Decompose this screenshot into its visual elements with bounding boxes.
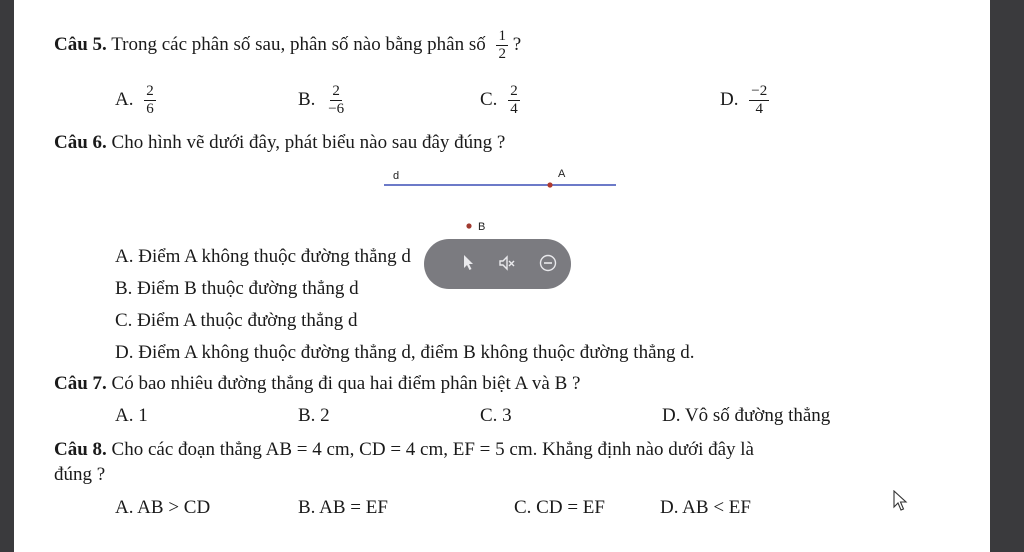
mute-icon[interactable]: [495, 251, 519, 275]
q8-option-c: C. CD = EF: [514, 497, 605, 518]
point-a-label: A: [558, 168, 566, 180]
q6-option-c: C. Điểm A thuộc đường thẳng d: [115, 310, 358, 331]
question-8-text-cont: đúng ?: [54, 464, 106, 485]
line-d-label: d: [393, 170, 400, 182]
q7-option-c: C. 3: [480, 405, 512, 426]
question-7: [54, 373, 580, 395]
question-5-text: Trong các phân số sau, phân số nào bằng phân số: [111, 33, 486, 55]
q5-option-d: D. $\frac{-2}{4}$: [720, 83, 768, 117]
geometry-figure: [380, 160, 630, 240]
question-7-title: Câu 7.: [54, 373, 107, 394]
q7-option-d: D. Vô số đường thẳng: [662, 405, 831, 426]
question-6-title: Câu 6.: [54, 132, 107, 153]
q8-option-b: B. AB = EF: [298, 497, 388, 518]
q5-option-a: A. $\frac{2}{6}$: [115, 83, 154, 117]
q6-option-d: D. Điểm A không thuộc đường thẳng d, điểm B không thuộc đường thẳng d.: [115, 342, 695, 363]
minimize-icon[interactable]: [536, 251, 560, 275]
mouse-cursor-icon: [892, 490, 908, 512]
pointer-icon[interactable]: [456, 251, 480, 275]
question-8-title: Câu 8.: [54, 439, 107, 460]
right-screen-edge: [990, 0, 1024, 552]
q6-option-a: A. Điểm A không thuộc đường thẳng d: [115, 246, 411, 267]
left-screen-edge: [0, 0, 14, 552]
question-6-text: Cho hình vẽ dưới đây, phát biểu nào sau đây đúng ?: [111, 132, 506, 153]
question-5-fraction: $\frac{1}{2}$: [498, 28, 506, 62]
question-8: [54, 439, 754, 461]
question-7-text: Có bao nhiêu đường thẳng đi qua hai điểm phân biệt A và B ?: [111, 373, 581, 394]
q8-option-d: D. AB < EF: [660, 497, 751, 518]
q8-option-a: A. AB > CD: [115, 497, 211, 518]
q7-option-a: A. 1: [115, 405, 148, 426]
q7-option-b: B. 2: [298, 405, 330, 426]
q5-option-c: C. $\frac{2}{4}$: [480, 83, 518, 117]
q5-option-b: B. $\frac{2}{-6}$: [298, 83, 345, 117]
question-5-title: Câu 5.: [54, 33, 107, 55]
point-a: [547, 182, 552, 187]
question-8-text: Cho các đoạn thẳng AB = 4 cm, CD = 4 cm, EF = 5 cm. Khẳng định nào dưới đây là: [111, 439, 754, 460]
q6-option-b: B. Điểm B thuộc đường thẳng d: [115, 278, 359, 299]
floating-toolbar[interactable]: [424, 239, 571, 289]
point-b-label: B: [478, 221, 486, 233]
question-5: Câu 5. Trong các phân số sau, phân số nào bằng phân số $\frac{1}{2}$ ?: [54, 28, 522, 62]
point-b: [466, 223, 471, 228]
question-6: [54, 132, 505, 154]
